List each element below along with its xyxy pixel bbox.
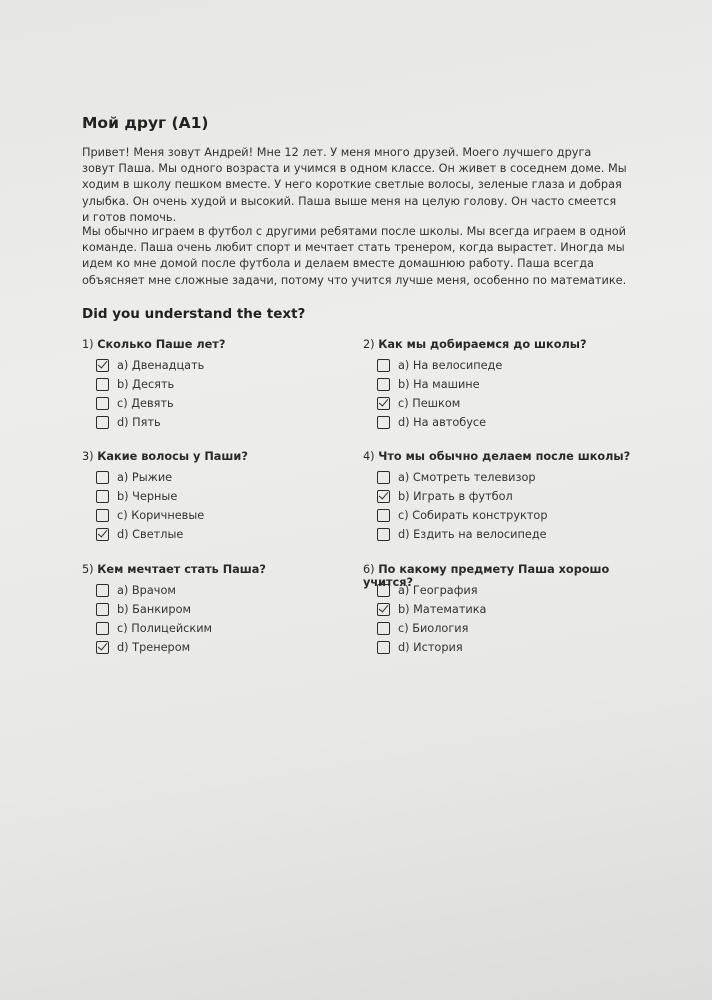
answer-option-label: c) Полицейским	[117, 622, 213, 635]
answer-option[interactable]	[377, 600, 653, 619]
answer-option[interactable]	[96, 413, 372, 432]
answer-option-label: b) На машине	[398, 378, 480, 391]
answer-option[interactable]	[377, 487, 653, 506]
answer-option-label: c) Пешком	[398, 397, 461, 410]
checked-checkbox-icon[interactable]	[377, 603, 390, 616]
checkbox-icon[interactable]	[96, 397, 109, 410]
answer-option-label: a) Смотреть телевизор	[398, 471, 536, 484]
answer-option[interactable]	[96, 600, 372, 619]
checkbox-icon[interactable]	[377, 622, 390, 635]
checkbox-icon[interactable]	[96, 622, 109, 635]
question-heading	[363, 338, 653, 356]
question-text: Кем мечтает стать Паша?	[97, 563, 266, 576]
question-text: Что мы обычно делаем после школы?	[378, 450, 631, 463]
question-number: 5)	[82, 563, 94, 576]
question-4	[363, 450, 653, 544]
checkbox-icon[interactable]	[96, 603, 109, 616]
section-title: Did you understand the text?	[82, 306, 306, 322]
question-heading	[82, 450, 372, 468]
answer-option[interactable]	[377, 638, 653, 657]
answer-option-label: b) Банкиром	[117, 603, 191, 616]
answer-option[interactable]	[377, 375, 653, 394]
answer-option-label: a) Двенадцать	[117, 359, 205, 372]
question-number: 2)	[363, 338, 375, 351]
answer-option[interactable]	[377, 468, 653, 487]
checkbox-icon[interactable]	[377, 359, 390, 372]
answer-option[interactable]	[377, 356, 653, 375]
question-5	[82, 563, 372, 657]
answer-option-label: b) Математика	[398, 603, 487, 616]
answer-option-label: a) Врачом	[117, 584, 176, 597]
question-number: 1)	[82, 338, 94, 351]
checkbox-icon[interactable]	[377, 528, 390, 541]
answer-option[interactable]	[96, 375, 372, 394]
answer-option[interactable]	[377, 619, 653, 638]
checked-checkbox-icon[interactable]	[96, 359, 109, 372]
checkbox-icon[interactable]	[377, 471, 390, 484]
checkbox-icon[interactable]	[377, 641, 390, 654]
question-1	[82, 338, 372, 432]
answer-option-label: c) Собирать конструктор	[398, 509, 548, 522]
checkbox-icon[interactable]	[96, 509, 109, 522]
answer-option-label: b) Играть в футбол	[398, 490, 513, 503]
checked-checkbox-icon[interactable]	[377, 490, 390, 503]
answer-option-label: c) Коричневые	[117, 509, 205, 522]
answer-option[interactable]	[377, 506, 653, 525]
answer-option[interactable]	[377, 525, 653, 544]
answer-option-label: b) Черные	[117, 490, 178, 503]
checkbox-icon[interactable]	[96, 416, 109, 429]
question-3	[82, 450, 372, 544]
answer-option-label: d) Пять	[117, 416, 161, 429]
question-heading	[363, 450, 653, 468]
checkbox-icon[interactable]	[377, 416, 390, 429]
question-number: 3)	[82, 450, 94, 463]
checkbox-icon[interactable]	[377, 378, 390, 391]
question-text: Как мы добираемся до школы?	[378, 338, 587, 351]
question-6	[363, 563, 653, 657]
checked-checkbox-icon[interactable]	[96, 641, 109, 654]
question-heading	[363, 563, 653, 589]
reading-paragraph-2: Мы обычно играем в футбол с другими ребятами после школы. Мы всегда играем в одной команде. Паша очень любит спорт и мечтает стать тренером, когда вырастет. Иногда мы идем ко мне домой после футбола и делаем вместе домашнюю работу. Паша всегда объясняет мне сложные задачи, потому что учится лучше меня, особенно по математике.	[82, 225, 627, 287]
answer-option-label: d) Ездить на велосипеде	[398, 528, 547, 541]
checkbox-icon[interactable]	[377, 584, 390, 597]
answer-option-label: d) Светлые	[117, 528, 184, 541]
checked-checkbox-icon[interactable]	[96, 528, 109, 541]
answer-option[interactable]	[96, 394, 372, 413]
page-title: Мой друг (A1)	[82, 114, 209, 132]
question-text: Какие волосы у Паши?	[97, 450, 248, 463]
answer-option[interactable]	[96, 468, 372, 487]
answer-option-label: a) География	[398, 584, 478, 597]
answer-option[interactable]	[96, 487, 372, 506]
checkbox-icon[interactable]	[377, 509, 390, 522]
answer-option[interactable]	[96, 525, 372, 544]
question-number: 4)	[363, 450, 375, 463]
question-number: 6)	[363, 563, 375, 576]
question-text: Сколько Паше лет?	[97, 338, 226, 351]
checkbox-icon[interactable]	[96, 584, 109, 597]
answer-option[interactable]	[377, 413, 653, 432]
question-heading	[82, 563, 372, 581]
answer-option-label: c) Девять	[117, 397, 174, 410]
answer-option-label: a) Рыжие	[117, 471, 173, 484]
answer-option[interactable]	[377, 581, 653, 600]
answer-option[interactable]	[96, 638, 372, 657]
question-2	[363, 338, 653, 432]
answer-option[interactable]	[96, 581, 372, 600]
answer-option-label: c) Биология	[398, 622, 469, 635]
answer-option-label: d) Тренером	[117, 641, 191, 654]
answer-option-label: a) На велосипеде	[398, 359, 503, 372]
checkbox-icon[interactable]	[96, 471, 109, 484]
checkbox-icon[interactable]	[96, 378, 109, 391]
answer-option[interactable]	[96, 506, 372, 525]
checkbox-icon[interactable]	[96, 490, 109, 503]
question-text: По какому предмету Паша хорошо учится?	[363, 563, 610, 589]
answer-option-label: d) История	[398, 641, 463, 654]
answer-option[interactable]	[96, 619, 372, 638]
answer-option[interactable]	[96, 356, 372, 375]
answer-option-label: b) Десять	[117, 378, 175, 391]
answer-option-label: d) На автобусе	[398, 416, 487, 429]
answer-option[interactable]	[377, 394, 653, 413]
question-heading	[82, 338, 372, 356]
reading-paragraph-1: Привет! Меня зовут Андрей! Мне 12 лет. У меня много друзей. Моего лучшего друга зовут Паша. Мы одного возраста и учимся в одном классе. Он живет в соседнем доме. Мы ходим в школу пешком вместе. У него короткие светлые волосы, зеленые глаза и добрая улыбка. Он очень худой и высокий. Паша выше меня на целую голову. Он часто смеется и готов помочь.	[82, 146, 627, 224]
checked-checkbox-icon[interactable]	[377, 397, 390, 410]
